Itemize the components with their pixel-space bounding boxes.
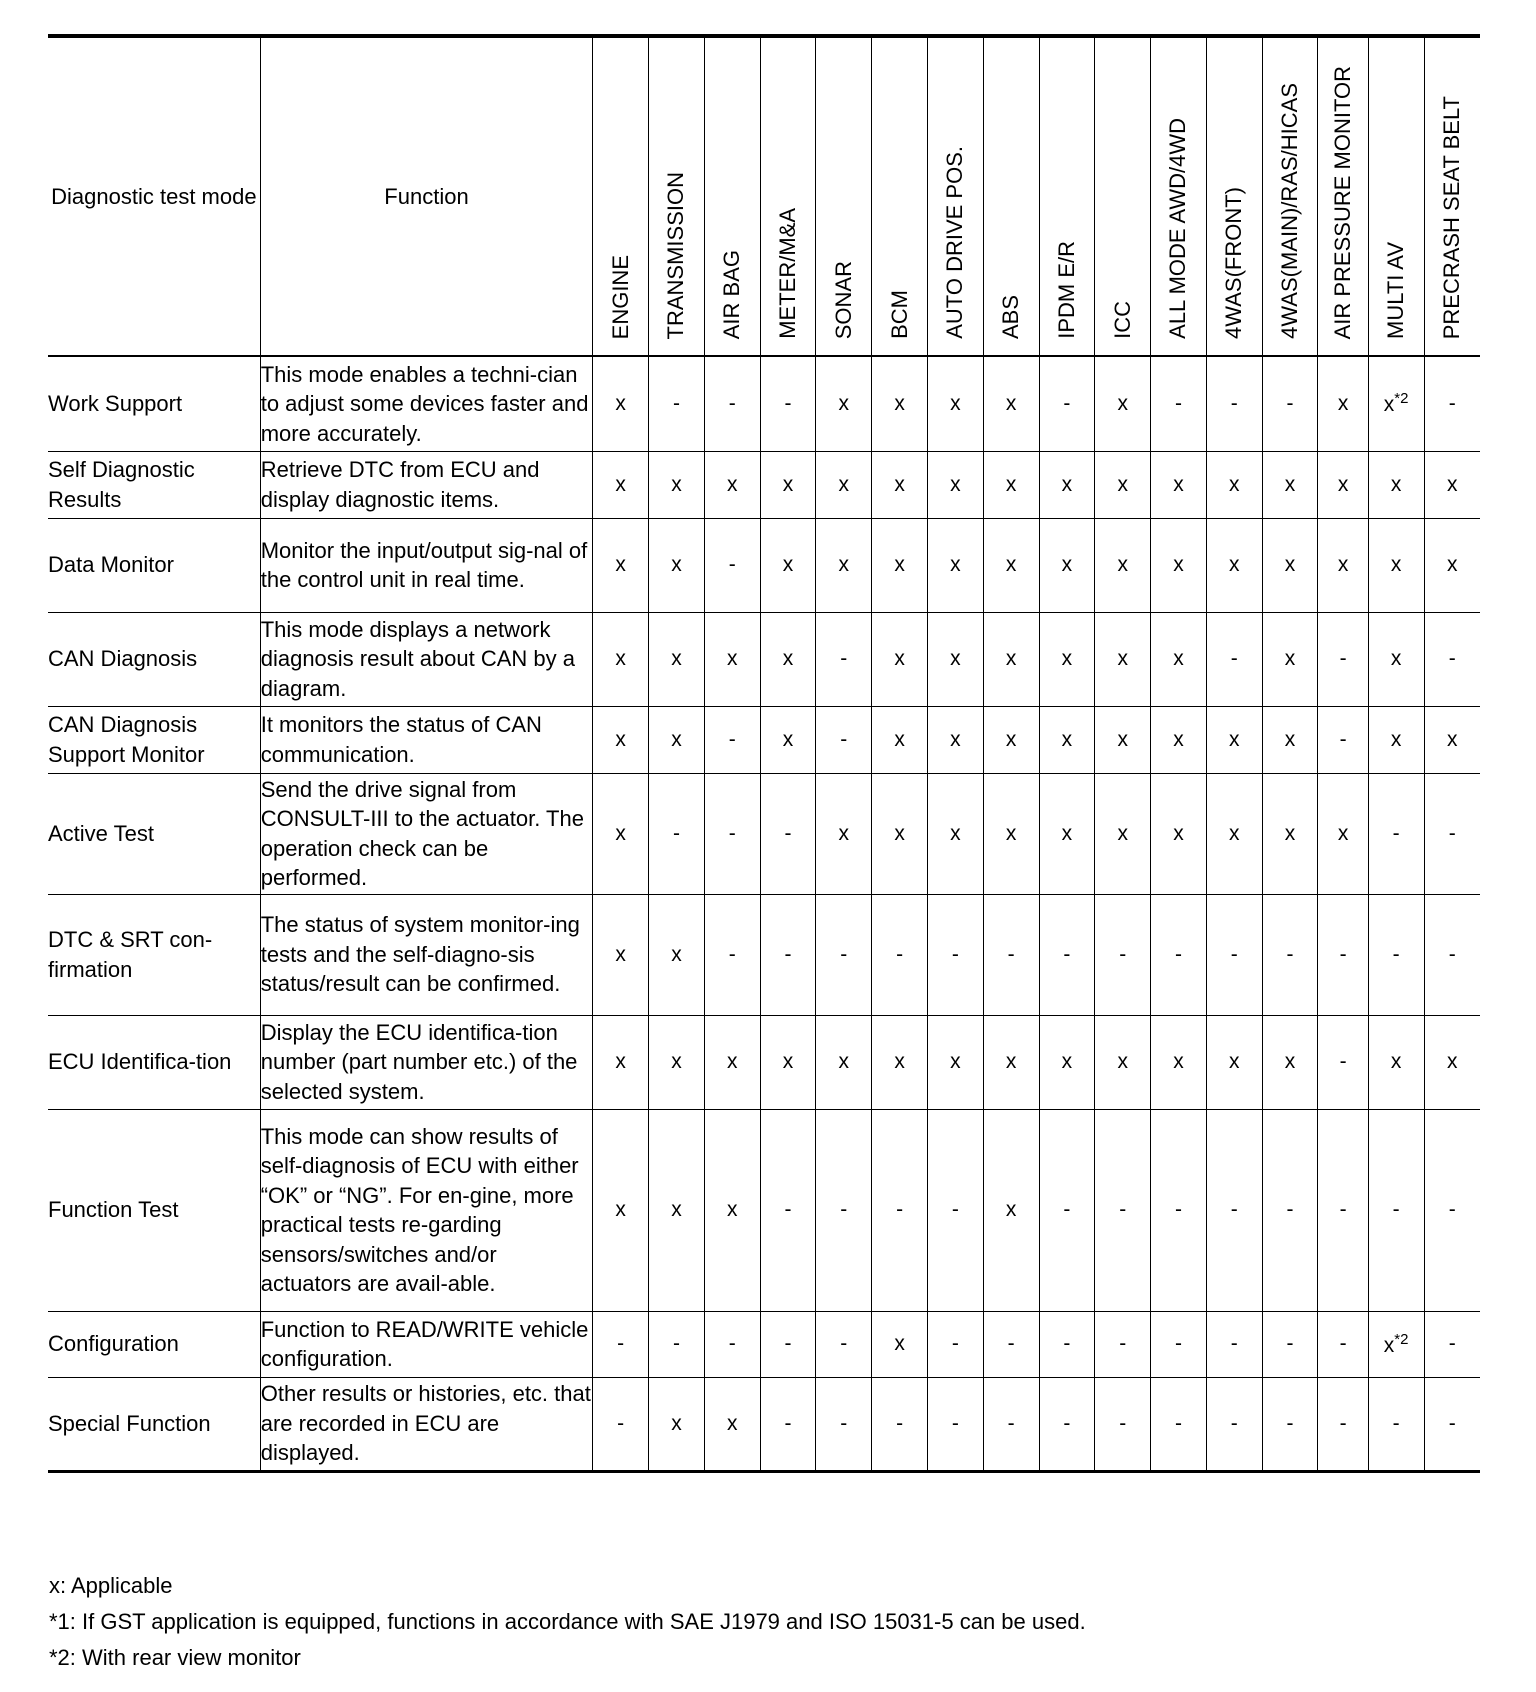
- applicability-cell: $x^{*2}$: [1368, 356, 1424, 451]
- applicability-cell: x: [1318, 356, 1368, 451]
- row-function: Function to READ/WRITE vehicle configuration.: [260, 1311, 593, 1377]
- footnote-2: *2: With rear view monitor: [49, 1645, 301, 1670]
- applicability-cell: x: [1262, 773, 1318, 894]
- applicability-cell: -: [872, 1109, 928, 1311]
- applicability-cell: -: [927, 1311, 983, 1377]
- applicability-cell: x: [1368, 612, 1424, 706]
- applicability-cell: -: [983, 1377, 1039, 1471]
- applicability-cell: x: [983, 451, 1039, 518]
- row-mode: Active Test: [48, 773, 260, 894]
- row-mode: Data Monitor: [48, 518, 260, 612]
- applicability-cell: x: [593, 356, 649, 451]
- footnote-ref: *2: [1394, 1330, 1409, 1348]
- applicability-cell: x: [983, 706, 1039, 773]
- applicability-cell: -: [1262, 894, 1318, 1015]
- applicability-cell: x: [872, 451, 928, 518]
- system-label: PRECRASH SEAT BELT: [1439, 95, 1465, 339]
- applicability-cell: -: [760, 1109, 816, 1311]
- applicability-cell: -: [1424, 773, 1480, 894]
- row-mode: DTC & SRT con-firmation: [48, 894, 260, 1015]
- applicability-cell: x: [649, 706, 705, 773]
- applicability-cell: x: [704, 1015, 760, 1109]
- applicability-cell: x: [927, 518, 983, 612]
- applicability-cell: -: [1368, 894, 1424, 1015]
- applicability-cell: -: [760, 1311, 816, 1377]
- applicability-cell: x: [593, 773, 649, 894]
- applicability-cell: x: [983, 1015, 1039, 1109]
- table-row: [48, 1377, 1480, 1471]
- table-row: [48, 1015, 1480, 1109]
- applicability-cell: -: [1151, 356, 1207, 451]
- applicability-cell: x: [1262, 518, 1318, 612]
- system-label: TRANSMISSION: [663, 171, 689, 339]
- applicability-cell: x: [872, 356, 928, 451]
- footnotes: [49, 1568, 1086, 1676]
- applicability-cell: -: [1318, 894, 1368, 1015]
- row-mode: Function Test: [48, 1109, 260, 1311]
- applicability-cell: x: [593, 894, 649, 1015]
- system-label: AIR PRESSURE MONITOR: [1330, 65, 1356, 339]
- applicability-cell: x: [649, 518, 705, 612]
- applicability-cell: -: [704, 773, 760, 894]
- header-system-air-bag: [704, 36, 760, 356]
- applicability-cell: -: [1039, 1311, 1095, 1377]
- header-system-engine: [593, 36, 649, 356]
- applicability-cell: -: [1206, 894, 1262, 1015]
- applicability-cell: x: [649, 451, 705, 518]
- applicability-cell: -: [1095, 1311, 1151, 1377]
- header-system-sonar: [816, 36, 872, 356]
- applicability-cell: x: [927, 451, 983, 518]
- applicability-cell: -: [704, 518, 760, 612]
- applicability-cell: x: [1262, 612, 1318, 706]
- table-row: [48, 894, 1480, 1015]
- applicability-cell: x: [1368, 1015, 1424, 1109]
- header-mode: Diagnostic test mode: [48, 36, 260, 356]
- applicability-cell: x: [593, 706, 649, 773]
- header-system-meter: [760, 36, 816, 356]
- applicability-cell: x: [704, 1377, 760, 1471]
- applicability-cell: -: [1206, 1109, 1262, 1311]
- system-label: BCM: [886, 290, 912, 339]
- system-label: ENGINE: [607, 254, 633, 339]
- header-system-air-pressure-monitor: [1318, 36, 1368, 356]
- row-mode: Configuration: [48, 1311, 260, 1377]
- applicability-cell: x: [1151, 518, 1207, 612]
- applicability-cell: -: [927, 894, 983, 1015]
- applicability-cell: x: [1206, 706, 1262, 773]
- applicability-cell: -: [1206, 1311, 1262, 1377]
- table-row: [48, 612, 1480, 706]
- applicability-cell: -: [1039, 1109, 1095, 1311]
- applicability-cell: x: [927, 706, 983, 773]
- header-system-transmission: [649, 36, 705, 356]
- applicability-cell: x: [704, 451, 760, 518]
- applicability-cell: x: [1206, 451, 1262, 518]
- applicability-cell: x: [983, 773, 1039, 894]
- applicability-cell: x: [983, 1109, 1039, 1311]
- system-label: AIR BAG: [719, 249, 745, 339]
- header-system-all-mode-awd: [1151, 36, 1207, 356]
- applicability-cell: x: [760, 612, 816, 706]
- applicability-cell: x: [1039, 706, 1095, 773]
- applicability-cell: -: [1095, 1109, 1151, 1311]
- table-row: [48, 451, 1480, 518]
- applicability-cell: x: [983, 612, 1039, 706]
- applicability-cell: x: [1095, 356, 1151, 451]
- applicability-cell: x: [1095, 612, 1151, 706]
- applicability-cell: x: [760, 706, 816, 773]
- applicability-cell: -: [1424, 612, 1480, 706]
- applicability-cell: -: [1368, 1377, 1424, 1471]
- table-row: [48, 773, 1480, 894]
- footnote-ref: *2: [1394, 390, 1409, 408]
- applicability-cell: -: [1318, 1377, 1368, 1471]
- applicability-cell: x: [1368, 706, 1424, 773]
- applicability-cell: -: [872, 1377, 928, 1471]
- applicability-cell: -: [760, 894, 816, 1015]
- row-function: Display the ECU identifica-tion number (part number etc.) of the selected system.: [260, 1015, 593, 1109]
- applicability-cell: -: [1151, 1109, 1207, 1311]
- applicability-cell: x: [927, 1015, 983, 1109]
- applicability-cell: -: [816, 1377, 872, 1471]
- applicability-cell: -: [1424, 894, 1480, 1015]
- applicability-cell: -: [1424, 1377, 1480, 1471]
- applicability-cell: x: [1206, 1015, 1262, 1109]
- applicability-cell: x: [872, 773, 928, 894]
- applicability-cell: -: [1368, 773, 1424, 894]
- table-row: [48, 356, 1480, 451]
- applicability-cell: -: [927, 1109, 983, 1311]
- system-label: 4WAS(MAIN)/RAS/HICAS: [1277, 83, 1303, 339]
- applicability-cell: -: [983, 894, 1039, 1015]
- applicability-cell: x: [983, 356, 1039, 451]
- system-label: ICC: [1109, 301, 1135, 339]
- applicability-cell: x: [1262, 706, 1318, 773]
- header-system-icc: [1095, 36, 1151, 356]
- applicability-cell: x: [816, 451, 872, 518]
- applicability-cell: -: [1151, 894, 1207, 1015]
- applicability-cell: -: [1039, 356, 1095, 451]
- applicability-cell: -: [816, 1311, 872, 1377]
- header-system-4was-front: [1206, 36, 1262, 356]
- applicability-cell: x: [704, 1109, 760, 1311]
- applicability-cell: x: [760, 518, 816, 612]
- applicability-cell: x: [927, 773, 983, 894]
- applicability-cell: x: [1151, 773, 1207, 894]
- applicability-cell: -: [816, 894, 872, 1015]
- applicability-cell: -: [1424, 356, 1480, 451]
- applicability-cell: x: [1151, 612, 1207, 706]
- applicability-cell: x: [1318, 518, 1368, 612]
- applicability-cell: x: [1095, 518, 1151, 612]
- applicability-cell: x: [1368, 451, 1424, 518]
- applicability-cell: x: [1039, 612, 1095, 706]
- applicability-cell: -: [1039, 1377, 1095, 1471]
- applicability-cell: -: [1095, 894, 1151, 1015]
- applicability-cell: x: [1424, 518, 1480, 612]
- applicability-cell: x: [816, 773, 872, 894]
- header-function: Function: [260, 36, 593, 356]
- row-mode: CAN Diagnosis: [48, 612, 260, 706]
- applicability-cell: x: [1039, 1015, 1095, 1109]
- applicability-cell: x: [1206, 518, 1262, 612]
- applicability-cell: x: [1039, 451, 1095, 518]
- applicability-cell: -: [760, 773, 816, 894]
- row-function: The status of system monitor-ing tests and the self-diagno-sis status/result can be confirmed.: [260, 894, 593, 1015]
- applicability-cell: x: [927, 612, 983, 706]
- applicability-cell: x: [1095, 451, 1151, 518]
- applicability-cell: -: [649, 1311, 705, 1377]
- applicability-cell: x: [593, 1109, 649, 1311]
- row-mode: Self Diagnostic Results: [48, 451, 260, 518]
- row-function: This mode displays a network diagnosis result about CAN by a diagram.: [260, 612, 593, 706]
- applicability-cell: x: [927, 356, 983, 451]
- applicability-cell: x: [760, 1015, 816, 1109]
- applicability-cell: x: [1095, 706, 1151, 773]
- applicability-cell: -: [704, 1311, 760, 1377]
- header-row: [48, 36, 1480, 356]
- applicability-cell: x: [760, 451, 816, 518]
- applicability-cell: x: [1039, 518, 1095, 612]
- table-row: [48, 518, 1480, 612]
- applicability-cell: x: [1039, 773, 1095, 894]
- applicability-cell: -: [649, 356, 705, 451]
- applicability-cell: x: [872, 706, 928, 773]
- applicability-cell: -: [1206, 1377, 1262, 1471]
- header-system-precrash-seat-belt: [1424, 36, 1480, 356]
- applicability-cell: -: [872, 894, 928, 1015]
- row-function: This mode can show results of self-diagnosis of ECU with either “OK” or “NG”. For en-gine, more practical tests re-garding sensors/switches and/or actuators are avail-able.: [260, 1109, 593, 1311]
- diagnostic-mode-table: [48, 34, 1480, 1473]
- applicability-cell: x: [593, 612, 649, 706]
- applicability-cell: -: [593, 1377, 649, 1471]
- row-function: Monitor the input/output sig-nal of the control unit in real time.: [260, 518, 593, 612]
- system-label: SONAR: [830, 260, 856, 339]
- applicability-cell: -: [1151, 1311, 1207, 1377]
- applicability-cell: x: [593, 518, 649, 612]
- applicability-cell: x: [872, 1311, 928, 1377]
- applicability-cell: x: [1262, 1015, 1318, 1109]
- system-label: 4WAS(FRONT): [1221, 187, 1247, 339]
- system-label: ALL MODE AWD/4WD: [1165, 118, 1191, 339]
- applicability-cell: -: [1262, 1109, 1318, 1311]
- applicability-cell: -: [1262, 1311, 1318, 1377]
- applicability-cell: -: [1151, 1377, 1207, 1471]
- applicability-cell: -: [1424, 1311, 1480, 1377]
- applicability-cell: x: [872, 1015, 928, 1109]
- applicability-cell: -: [593, 1311, 649, 1377]
- applicability-cell: x: [649, 894, 705, 1015]
- footnote-1: *1: If GST application is equipped, functions in accordance with SAE J1979 and ISO 15031-5 can be used.: [49, 1609, 1086, 1634]
- applicability-cell: x: [593, 1015, 649, 1109]
- applicability-cell: x: [1368, 518, 1424, 612]
- applicability-cell: -: [1318, 1311, 1368, 1377]
- applicability-cell: x: [872, 518, 928, 612]
- applicability-cell: -: [760, 356, 816, 451]
- applicability-cell: $x^{*2}$: [1368, 1311, 1424, 1377]
- row-mode: ECU Identifica-tion: [48, 1015, 260, 1109]
- header-system-bcm: [872, 36, 928, 356]
- applicability-cell: -: [1262, 1377, 1318, 1471]
- applicability-cell: x: [1151, 706, 1207, 773]
- row-mode: CAN Diagnosis Support Monitor: [48, 706, 260, 773]
- header-system-multi-av: [1368, 36, 1424, 356]
- header-system-4was-main: [1262, 36, 1318, 356]
- applicability-cell: -: [1424, 1109, 1480, 1311]
- row-function: Retrieve DTC from ECU and display diagnostic items.: [260, 451, 593, 518]
- table-row: [48, 706, 1480, 773]
- applicability-cell: x: [1424, 1015, 1480, 1109]
- applicability-cell: -: [1262, 356, 1318, 451]
- applicability-cell: x: [704, 612, 760, 706]
- footnote-applicable: x: Applicable: [49, 1573, 173, 1598]
- applicability-cell: -: [816, 706, 872, 773]
- header-system-ipdm-er: [1039, 36, 1095, 356]
- applicability-cell: -: [1368, 1109, 1424, 1311]
- applicability-cell: x: [816, 1015, 872, 1109]
- applicability-cell: x: [649, 612, 705, 706]
- applicability-cell: -: [1039, 894, 1095, 1015]
- applicability-cell: x: [816, 356, 872, 451]
- applicability-cell: x: [1151, 1015, 1207, 1109]
- header-system-auto-drive-pos: [927, 36, 983, 356]
- applicability-cell: x: [1318, 773, 1368, 894]
- applicability-cell: -: [1206, 356, 1262, 451]
- applicability-cell: x: [1424, 451, 1480, 518]
- applicability-cell: x: [593, 451, 649, 518]
- table-row: [48, 1311, 1480, 1377]
- applicability-cell: -: [649, 773, 705, 894]
- applicability-cell: -: [927, 1377, 983, 1471]
- applicability-cell: x: [649, 1015, 705, 1109]
- header-system-abs: [983, 36, 1039, 356]
- applicability-cell: x: [649, 1109, 705, 1311]
- row-mode: Special Function: [48, 1377, 260, 1471]
- applicability-cell: x: [649, 1377, 705, 1471]
- applicability-cell: -: [760, 1377, 816, 1471]
- applicability-cell: -: [704, 894, 760, 1015]
- applicability-cell: -: [1318, 706, 1368, 773]
- row-function: This mode enables a techni-cian to adjust some devices faster and more accurately.: [260, 356, 593, 451]
- applicability-cell: x: [1318, 451, 1368, 518]
- system-label: METER/M&A: [775, 208, 801, 339]
- applicability-cell: x: [1095, 1015, 1151, 1109]
- applicability-cell: x: [1206, 773, 1262, 894]
- applicability-cell: x: [1424, 706, 1480, 773]
- applicability-cell: -: [983, 1311, 1039, 1377]
- system-label: IPDM E/R: [1053, 241, 1079, 339]
- row-function: Send the drive signal from CONSULT-III to the actuator. The operation check can be performed.: [260, 773, 593, 894]
- row-function: It monitors the status of CAN communication.: [260, 706, 593, 773]
- applicability-cell: x: [1262, 451, 1318, 518]
- applicability-cell: -: [1318, 1015, 1368, 1109]
- applicability-cell: x: [1151, 451, 1207, 518]
- applicability-cell: x: [983, 518, 1039, 612]
- applicability-cell: x: [816, 518, 872, 612]
- system-label: AUTO DRIVE POS.: [942, 146, 968, 339]
- applicability-cell: -: [816, 1109, 872, 1311]
- applicability-cell: x: [872, 612, 928, 706]
- applicability-cell: -: [704, 356, 760, 451]
- row-mode: Work Support: [48, 356, 260, 451]
- applicability-cell: x: [1095, 773, 1151, 894]
- applicability-cell: -: [1318, 612, 1368, 706]
- applicability-cell: -: [1318, 1109, 1368, 1311]
- row-function: Other results or histories, etc. that are recorded in ECU are displayed.: [260, 1377, 593, 1471]
- system-label: MULTI AV: [1383, 242, 1409, 339]
- table-row: [48, 1109, 1480, 1311]
- applicability-cell: -: [704, 706, 760, 773]
- applicability-cell: -: [1095, 1377, 1151, 1471]
- system-label: ABS: [998, 294, 1024, 339]
- applicability-cell: -: [1206, 612, 1262, 706]
- applicability-cell: -: [816, 612, 872, 706]
